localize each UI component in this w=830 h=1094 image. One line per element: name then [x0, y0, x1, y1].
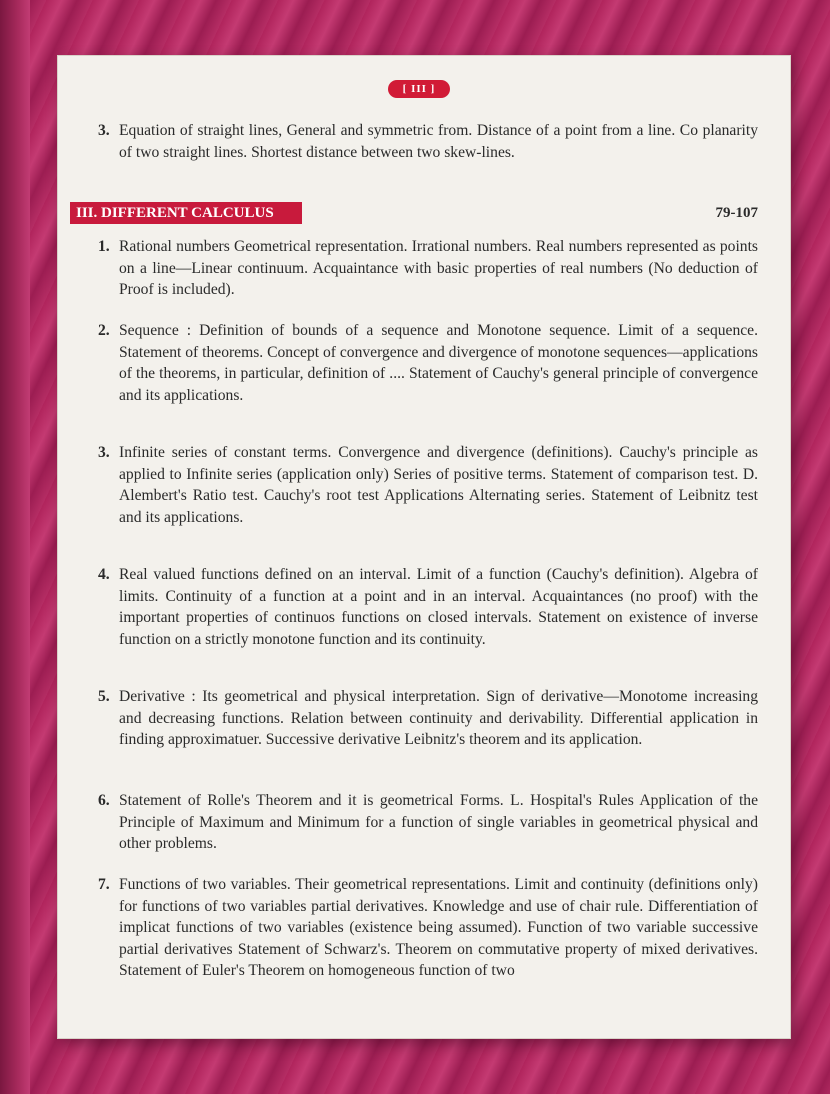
- item-number: 5.: [98, 688, 110, 705]
- item-number: 1.: [98, 238, 110, 255]
- list-item: [98, 320, 758, 406]
- item-number: 2.: [98, 322, 110, 339]
- list-item: [98, 874, 758, 982]
- list-item: [98, 442, 758, 528]
- item-number: 3.: [98, 444, 110, 461]
- item-text: Equation of straight lines, General and symmetric from. Distance of a point from a line. Co planarity of two straight lines. Shortest distance between two skew-lines.: [119, 122, 758, 161]
- item-text: Rational numbers Geometrical representation. Irrational numbers. Real numbers represented as points on a line—Linear continuum. Acquaintance with basic properties of real numbers (No deduction of Proof is included).: [119, 238, 758, 298]
- item-text: Sequence : Definition of bounds of a sequence and Monotone sequence. Limit of a sequence. Statement of theorems. Concept of convergence and divergence of monotone sequences—applications of the theorems, in particular, definition of .... Statement of Cauchy's general principle of convergence and its applications.: [119, 322, 758, 404]
- list-item: [98, 686, 758, 751]
- item-number: 4.: [98, 566, 110, 583]
- item-text: Derivative : Its geometrical and physical interpretation. Sign of derivative—Monotome increasing and decreasing functions. Relation between continuity and derivability. Differential application in finding approximatuer. Successive derivative Leibnitz's theorem and its application.: [119, 688, 758, 748]
- list-item: [98, 790, 758, 855]
- item-number: 6.: [98, 792, 110, 809]
- item-text: Statement of Rolle's Theorem and it is geometrical Forms. L. Hospital's Rules Application of the Principle of Maximum and Minimum for a function of single variables in geometrical physical and other problems.: [119, 792, 758, 852]
- list-item: [98, 564, 758, 650]
- item-text: Real valued functions defined on an interval. Limit of a function (Cauchy's definition). Algebra of limits. Continuity of a function at a point and in an interval. Acquaintances (no proof) with the important properties of continuos functions on closed intervals. Statement on existence of inverse function on a strictly monotone function and its continuity.: [119, 566, 758, 648]
- item-number: 3.: [98, 122, 110, 139]
- list-item: [98, 236, 758, 301]
- section-heading: III. DIFFERENT CALCULUS: [70, 202, 302, 224]
- page-number-badge: [ III ]: [388, 80, 450, 98]
- section-page-range: 79-107: [715, 205, 758, 221]
- list-item: [98, 120, 758, 163]
- document-page: [58, 56, 790, 1038]
- book-edge: [0, 0, 30, 1094]
- item-number: 7.: [98, 876, 110, 893]
- item-text: Functions of two variables. Their geometrical representations. Limit and continuity (definitions only) for functions of two variables partial derivatives. Knowledge and use of chair rule. Differentiation of implicat functions of two variables (existence being assumed). Function of two variable successive partial derivatives Statement of Schwarz's. Theorem on commutative property of mixed derivatives. Statement of Euler's Theorem on homogeneous function of two: [119, 876, 758, 979]
- item-text: Infinite series of constant terms. Convergence and divergence (definitions). Cauchy's principle as applied to Infinite series (application only) Series of positive terms. Statement of comparison test. D. Alembert's Ratio test. Cauchy's root test Applications Alternating series. Statement of Leibnitz test and its applications.: [119, 444, 758, 526]
